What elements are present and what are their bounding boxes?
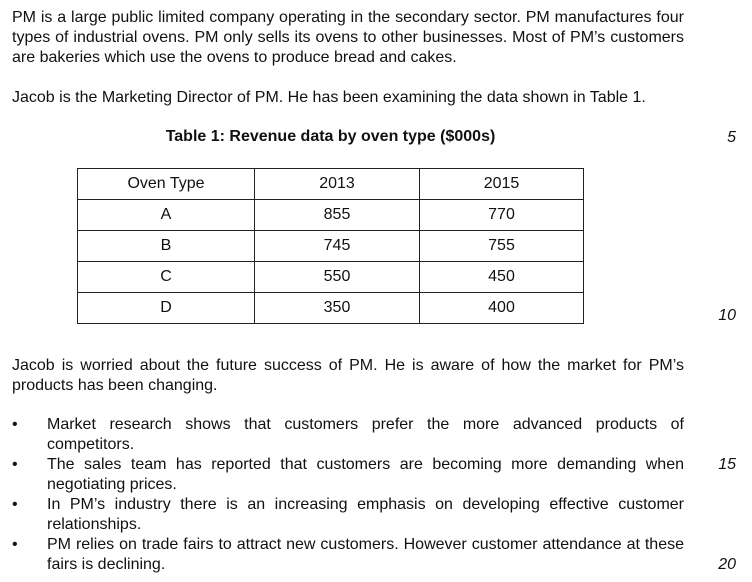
bullet-symbol: • bbox=[12, 456, 18, 473]
table-caption: Table 1: Revenue data by oven type ($000s) bbox=[165, 128, 496, 145]
bullet-symbol: • bbox=[12, 536, 18, 553]
header-oven-type: Oven Type bbox=[78, 169, 255, 200]
list-item bbox=[12, 535, 684, 575]
cell-2015: 770 bbox=[420, 200, 584, 231]
bullet-text: Market research shows that customers prefer the more advanced products of competitors. bbox=[47, 416, 684, 453]
bullet-symbol: • bbox=[12, 416, 18, 433]
cell-2015: 400 bbox=[420, 293, 584, 324]
bullet-text: The sales team has reported that customers are becoming more demanding when negotiating prices. bbox=[47, 456, 684, 493]
header-2015: 2015 bbox=[420, 169, 584, 200]
cell-2013: 745 bbox=[255, 231, 420, 262]
table-row bbox=[78, 231, 584, 262]
cell-oven-type: B bbox=[78, 231, 255, 262]
list-item bbox=[12, 415, 684, 455]
bullet-text: PM relies on trade fairs to attract new customers. However customer attendance at these fairs is declining. bbox=[47, 536, 684, 573]
table-row bbox=[78, 262, 584, 293]
cell-2013: 855 bbox=[255, 200, 420, 231]
cell-2015: 755 bbox=[420, 231, 584, 262]
cell-oven-type: C bbox=[78, 262, 255, 293]
jacob-paragraph: Jacob is the Marketing Director of PM. He has been examining the data shown in Table 1. bbox=[12, 89, 646, 106]
bullet-text: In PM’s industry there is an increasing emphasis on developing effective customer relationships. bbox=[47, 496, 684, 533]
list-item bbox=[12, 495, 684, 535]
table-row bbox=[78, 293, 584, 324]
line-number-5: 5 bbox=[727, 129, 736, 146]
cell-oven-type: D bbox=[78, 293, 255, 324]
line-number-15: 15 bbox=[718, 456, 736, 473]
table-row bbox=[78, 200, 584, 231]
revenue-table bbox=[77, 168, 584, 324]
cell-2013: 350 bbox=[255, 293, 420, 324]
table-header-row bbox=[78, 169, 584, 200]
cell-2015: 450 bbox=[420, 262, 584, 293]
header-2013: 2013 bbox=[255, 169, 420, 200]
bullet-symbol: • bbox=[12, 496, 18, 513]
line-number-20: 20 bbox=[718, 556, 736, 573]
list-item bbox=[12, 455, 684, 495]
cell-2013: 550 bbox=[255, 262, 420, 293]
cell-oven-type: A bbox=[78, 200, 255, 231]
market-changes-list bbox=[12, 415, 684, 575]
worried-paragraph: Jacob is worried about the future success of PM. He is aware of how the market for PM’s products has been changing. bbox=[12, 357, 684, 394]
line-number-10: 10 bbox=[718, 307, 736, 324]
intro-paragraph: PM is a large public limited company operating in the secondary sector. PM manufactures four types of industrial ovens. PM only sells its ovens to other businesses. Most of PM’s customers are bakeries which use the ovens to produce bread and cakes. bbox=[12, 9, 684, 66]
